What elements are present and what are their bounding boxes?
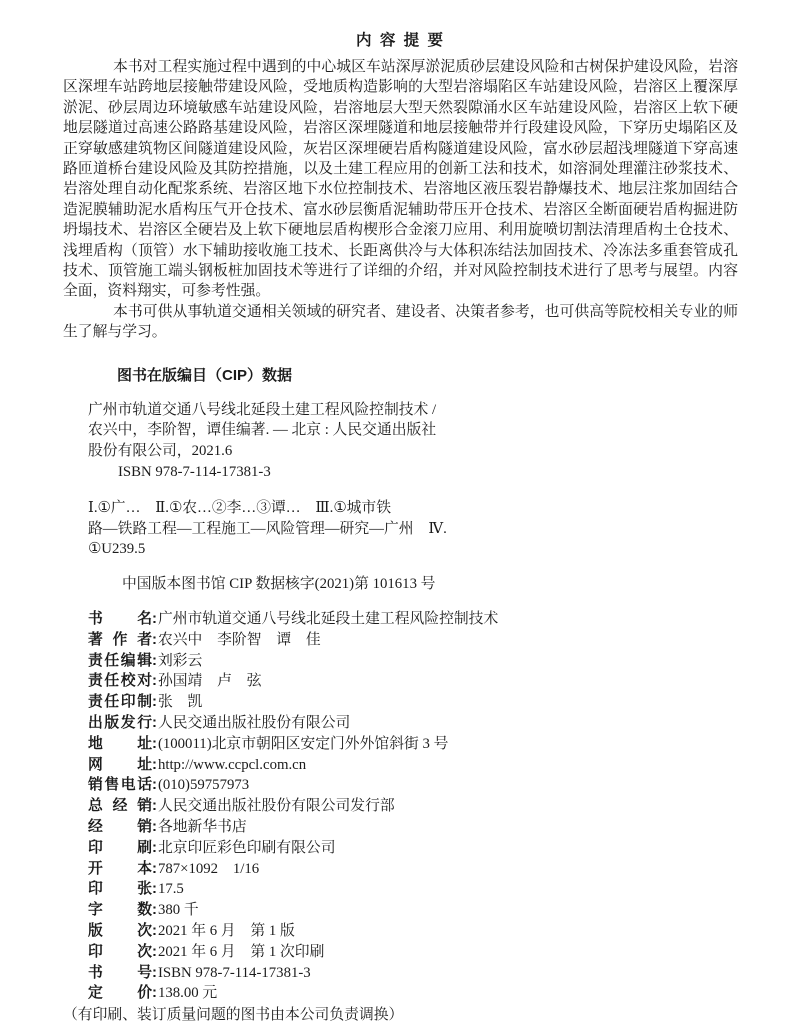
publication-row bbox=[88, 775, 738, 796]
quality-note: （有印刷、装订质量问题的图书由本公司负责调换） bbox=[63, 1007, 404, 1024]
publication-value: 人民交通出版社股份有限公司 bbox=[157, 715, 351, 732]
publication-colon: : bbox=[152, 860, 157, 877]
publication-row bbox=[88, 921, 738, 942]
publication-label: 总经销 bbox=[88, 798, 152, 815]
publication-label: 著作者 bbox=[88, 631, 152, 648]
publication-value: 17.5 bbox=[157, 881, 184, 898]
publication-label: 字数 bbox=[88, 902, 152, 919]
summary-paragraph: 本书可供从事轨道交通相关领域的研究者、建设者、决策者参考，也可供高等院校相关专业的师生了解与学习。 bbox=[63, 303, 738, 341]
publication-row bbox=[88, 755, 738, 776]
publication-colon: : bbox=[152, 777, 157, 794]
publication-value: 138.00 元 bbox=[157, 985, 218, 1002]
publication-value: 人民交通出版社股份有限公司发行部 bbox=[157, 798, 395, 815]
cip-isbn-line: ISBN 978-7-114-17381-3 bbox=[118, 464, 271, 481]
publication-row bbox=[88, 671, 738, 692]
publication-label: 版次 bbox=[88, 923, 152, 940]
cip-registry-line: 中国版本图书馆 CIP 数据核字(2021)第 101613 号 bbox=[122, 576, 436, 593]
publication-value: 380 千 bbox=[157, 902, 199, 919]
publication-value: 2021 年 6 月 第 1 版 bbox=[157, 923, 295, 940]
cip-record-line: 股份有限公司，2021.6 bbox=[88, 443, 233, 460]
publication-info-list bbox=[88, 609, 738, 1004]
publication-label: 销售电话 bbox=[88, 777, 152, 794]
cip-record-lines bbox=[88, 400, 738, 462]
publication-value: 787×1092 1/16 bbox=[157, 860, 260, 877]
publication-label: 印刷 bbox=[88, 839, 152, 856]
publication-label: 经销 bbox=[88, 819, 152, 836]
publication-row bbox=[88, 879, 738, 900]
publication-row bbox=[88, 838, 738, 859]
cip-classification-line: ①U239.5 bbox=[88, 541, 146, 558]
publication-colon: : bbox=[152, 631, 157, 648]
publication-value: 孙国靖 卢 弦 bbox=[157, 673, 262, 690]
publication-value: 广州市轨道交通八号线北延段土建工程风险控制技术 bbox=[157, 611, 499, 628]
publication-row bbox=[88, 734, 738, 755]
publication-colon: : bbox=[152, 798, 157, 815]
publication-colon: : bbox=[152, 964, 157, 981]
cip-heading: 图书在版编目（CIP）数据 bbox=[117, 366, 293, 384]
publication-row bbox=[88, 609, 738, 630]
publication-label: 开本 bbox=[88, 860, 152, 877]
publication-colon: : bbox=[152, 839, 157, 856]
publication-colon: : bbox=[152, 923, 157, 940]
publication-label: 定价 bbox=[88, 985, 152, 1002]
publication-colon: : bbox=[152, 652, 157, 669]
publication-row bbox=[88, 859, 738, 880]
publication-colon: : bbox=[152, 902, 157, 919]
publication-colon: : bbox=[152, 819, 157, 836]
cip-record bbox=[88, 400, 738, 483]
publication-label: 责任校对 bbox=[88, 673, 152, 690]
publication-colon: : bbox=[152, 673, 157, 690]
publication-value: (010)59757973 bbox=[157, 777, 250, 794]
publication-label: 责任印制 bbox=[88, 694, 152, 711]
publication-label: 印次 bbox=[88, 943, 152, 960]
publication-row bbox=[88, 942, 738, 963]
publication-row bbox=[88, 963, 738, 984]
summary-body bbox=[63, 57, 738, 343]
publication-value: (100011)北京市朝阳区安定门外外馆斜街 3 号 bbox=[157, 735, 449, 752]
publication-label: 地址 bbox=[88, 735, 152, 752]
publication-label: 网址 bbox=[88, 756, 152, 773]
publication-row bbox=[88, 900, 738, 921]
publication-colon: : bbox=[152, 735, 157, 752]
cip-record-line: 农兴中，李阶智，谭佳编著. — 北京 : 人民交通出版社 bbox=[88, 422, 437, 439]
cip-classification bbox=[88, 498, 738, 560]
publication-label: 印张 bbox=[88, 881, 152, 898]
publication-row bbox=[88, 713, 738, 734]
publication-value: ISBN 978-7-114-17381-3 bbox=[157, 964, 311, 981]
publication-colon: : bbox=[152, 715, 157, 732]
publication-value: 各地新华书店 bbox=[157, 819, 247, 836]
publication-row bbox=[88, 651, 738, 672]
publication-colon: : bbox=[152, 756, 157, 773]
publication-colon: : bbox=[152, 611, 157, 628]
publication-label: 书号 bbox=[88, 964, 152, 981]
cip-section bbox=[63, 364, 738, 595]
publication-value: 北京印匠彩色印刷有限公司 bbox=[157, 839, 336, 856]
publication-row bbox=[88, 983, 738, 1004]
summary-paragraph: 本书对工程实施过程中遇到的中心城区车站深厚淤泥质砂层建设风险和古树保护建设风险，岩溶区深埋车站跨地层接触带建设风险，受地质构造影响的大型岩溶塌陷区车站建设风险，岩溶区上覆深厚淤泥、砂层周边环境敏感车站建设风险，岩溶地层大型天然裂隙涌水区车站建设风险，岩溶区上软下硬地层隧道过高速公路路基建设风险，岩溶区深埋隧道和地层接触带并行段建设风险，下穿历史塌陷区及正穿敏感建筑物区间隧道建设风险，灰岩区深埋硬岩盾构隧道建设风险，富水砂层超浅埋隧道下穿高速路匝道桥台建设风险及其防控措施，以及土建工程应用的创新工法和技术，如溶洞处理灌注砂浆技术、岩溶处理自动化配浆系统、岩溶区地下水位控制技术、岩溶地区液压裂岩静爆技术、地层注浆加固结合造泥膜辅助泥水盾构压气开仓技术、富水砂层衡盾泥辅助带压开仓技术、岩溶区全断面硬岩盾构掘进防坍塌技术、岩溶区全硬岩及上软下硬地层盾构楔形合金滚刀应用、利用旋喷切割法清理盾构土仓技术、浅埋盾构（顶管）水下辅助接收施工技术、长距离供冷与大体积冻结法加固技术、冷冻法多重套管成孔技术、顶管施工端头钢板桩加固技术等进行了详细的介绍，并对风险控制技术进行了思考与展望。内容全面，资料翔实，可参考性强。 bbox=[63, 59, 738, 300]
cip-classification-line: 路—铁路工程—工程施工—风险管理—研究—广州 Ⅳ. bbox=[88, 520, 447, 537]
cip-classification-line: Ⅰ.①广… Ⅱ.①农…②李…③谭… Ⅲ.①城市铁 bbox=[88, 499, 392, 516]
publication-value: 张 凯 bbox=[157, 694, 203, 711]
publication-value: 刘彩云 bbox=[157, 652, 203, 669]
publication-row bbox=[88, 796, 738, 817]
publication-colon: : bbox=[152, 694, 157, 711]
publication-label: 书名 bbox=[88, 611, 152, 628]
publication-label: 责任编辑 bbox=[88, 652, 152, 669]
summary-section bbox=[63, 28, 738, 343]
publication-row bbox=[88, 692, 738, 713]
publication-colon: : bbox=[152, 985, 157, 1002]
publication-label: 出版发行 bbox=[88, 715, 152, 732]
publication-value: http://www.ccpcl.com.cn bbox=[157, 756, 307, 773]
publication-colon: : bbox=[152, 881, 157, 898]
publication-row bbox=[88, 630, 738, 651]
publication-value: 2021 年 6 月 第 1 次印刷 bbox=[157, 943, 325, 960]
publication-colon: : bbox=[152, 943, 157, 960]
publication-row bbox=[88, 817, 738, 838]
publication-value: 农兴中 李阶智 谭 佳 bbox=[157, 631, 321, 648]
summary-title: 内 容 提 要 bbox=[356, 32, 445, 49]
cip-record-line: 广州市轨道交通八号线北延段土建工程风险控制技术 / bbox=[88, 401, 437, 418]
